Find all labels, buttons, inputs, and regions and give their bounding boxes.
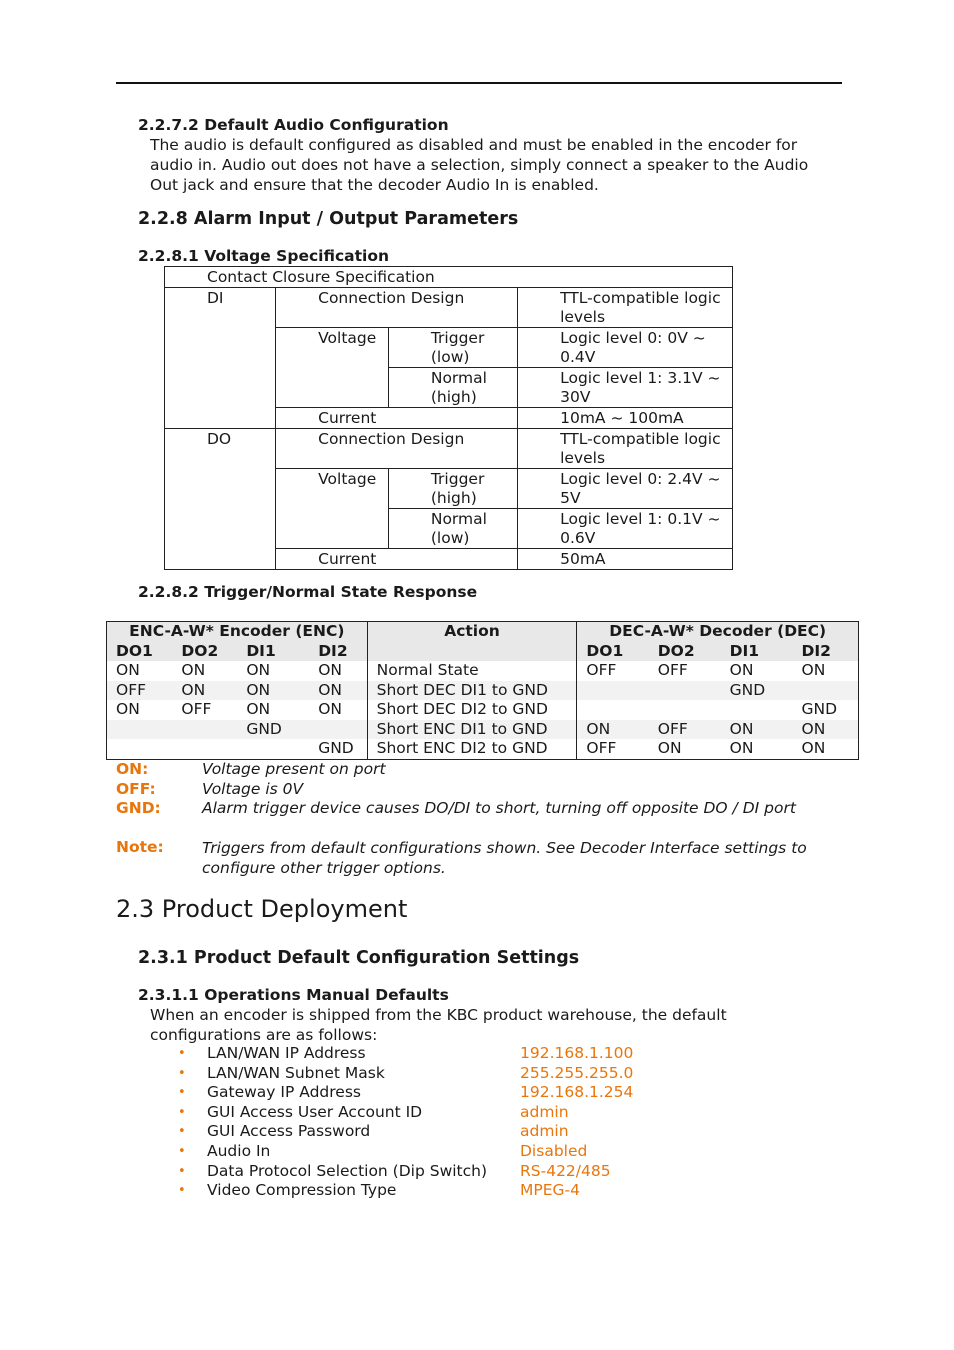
enc-col-header: DI2 — [309, 642, 367, 662]
default-setting-value: 192.168.1.254 — [520, 1083, 634, 1102]
trigger-state-table — [106, 621, 859, 760]
heading-2-3-1: 2.3.1 Product Default Configuration Settings — [138, 948, 580, 968]
table-row — [107, 661, 859, 681]
do-current-label: Current — [276, 549, 518, 570]
dec-cell — [649, 681, 721, 701]
enc-cell: ON — [246, 700, 271, 718]
note-key: Note: — [116, 838, 164, 856]
dec-cell: ON — [801, 661, 826, 679]
enc-col-header: DI1 — [237, 642, 309, 662]
do-conn-label: Connection Design — [276, 429, 518, 469]
do-normal-value: Logic level 1: 0.1V ~ 0.6V — [518, 509, 733, 549]
table-title: Contact Closure Specification — [165, 267, 733, 288]
action-cell: Short DEC DI1 to GND — [367, 681, 577, 701]
enc-cell — [107, 720, 173, 740]
heading-2-2-8: 2.2.8 Alarm Input / Output Parameters — [138, 209, 519, 229]
defaults-intro — [150, 1005, 727, 1045]
do-label: DO — [165, 429, 276, 570]
action-cell: Short ENC DI2 to GND — [367, 739, 577, 759]
bullet-icon: • — [178, 1065, 186, 1081]
dec-cell — [649, 700, 721, 720]
table-row — [107, 739, 859, 759]
di-voltage-label: Voltage — [276, 328, 389, 408]
enc-cell: ON — [172, 681, 237, 701]
default-setting-value: admin — [520, 1102, 569, 1121]
enc-cell: GND — [237, 720, 309, 740]
enc-cell: ON — [246, 661, 271, 679]
default-setting-label: Audio In — [207, 1142, 271, 1160]
legend-key-gnd: GND: — [116, 799, 161, 817]
action-header: Action — [367, 622, 577, 662]
enc-cell: GND — [318, 739, 354, 757]
bullet-icon: • — [178, 1104, 186, 1120]
heading-2-3: 2.3 Product Deployment — [116, 895, 408, 923]
do-trigger-label: Trigger (high) — [388, 469, 517, 509]
heading-2-2-7-2: 2.2.7.2 Default Audio Configuration — [138, 116, 449, 134]
dec-cell — [577, 681, 649, 701]
dec-cell: OFF — [649, 720, 721, 740]
paragraph-line: The audio is default configured as disabled and must be enabled in the encoder for — [150, 136, 798, 154]
note-line: Triggers from default configurations shown. See Decoder Interface settings to — [202, 839, 807, 857]
enc-cell: ON — [181, 661, 206, 679]
di-conn-value: TTL-compatible logic levels — [518, 288, 733, 328]
enc-cell — [172, 739, 237, 759]
default-setting-value: RS-422/485 — [520, 1161, 611, 1180]
enc-cell — [107, 739, 173, 759]
do-trigger-value: Logic level 0: 2.4V ~ 5V — [518, 469, 733, 509]
bullet-icon: • — [178, 1183, 186, 1199]
enc-cell: ON — [116, 661, 140, 679]
enc-cell — [172, 720, 237, 740]
action-cell: Short ENC DI1 to GND — [367, 720, 577, 740]
dec-cell: GND — [721, 681, 793, 701]
enc-cell: OFF — [107, 681, 173, 701]
enc-group-header: ENC-A-W* Encoder (ENC) — [107, 622, 368, 642]
paragraph-line: audio in. Audio out does not have a selection, simply connect a speaker to the Audio — [150, 156, 809, 174]
default-setting-label: LAN/WAN Subnet Mask — [207, 1063, 385, 1082]
dec-col-header: DI1 — [721, 642, 793, 662]
default-setting-label: GUI Access Password — [207, 1122, 371, 1141]
dec-cell: ON — [801, 739, 826, 757]
di-current-value: 10mA ~ 100mA — [518, 408, 733, 429]
dec-cell: ON — [577, 720, 649, 740]
action-cell: Short DEC DI2 to GND — [367, 700, 577, 720]
di-current-label: Current — [276, 408, 518, 429]
enc-cell: ON — [237, 681, 309, 701]
default-setting-value: 255.255.255.0 — [520, 1063, 634, 1082]
enc-col-header: DO2 — [172, 642, 237, 662]
di-normal-value: Logic level 1: 3.1V ~ 30V — [518, 368, 733, 408]
table-row — [107, 720, 859, 740]
paragraph-line: When an encoder is shipped from the KBC product warehouse, the default — [150, 1006, 727, 1024]
default-setting-label: Gateway IP Address — [207, 1083, 361, 1102]
do-voltage-label: Voltage — [276, 469, 389, 549]
voltage-spec-table — [164, 266, 733, 570]
dec-cell: OFF — [657, 661, 688, 679]
enc-cell: ON — [318, 700, 342, 718]
di-normal-label: Normal (high) — [388, 368, 517, 408]
dec-cell: ON — [657, 739, 682, 757]
dec-cell: ON — [729, 661, 754, 679]
dec-col-header: DI2 — [793, 642, 859, 662]
do-conn-value: TTL-compatible logic levels — [518, 429, 733, 469]
dec-group-header: DEC-A-W* Decoder (DEC) — [577, 622, 859, 642]
paragraph-line: configurations are as follows: — [150, 1026, 378, 1044]
default-setting-label: Video Compression Type — [207, 1181, 397, 1200]
bullet-icon: • — [178, 1046, 186, 1061]
header-rule — [116, 82, 842, 84]
legend-text-gnd: Alarm trigger device causes DO/DI to short, turning off opposite DO / DI port — [202, 799, 796, 817]
legend-text-on: Voltage present on port — [202, 760, 386, 778]
dec-cell — [577, 700, 649, 720]
default-setting-value: Disabled — [520, 1142, 588, 1160]
di-conn-label: Connection Design — [276, 288, 518, 328]
bullet-icon: • — [178, 1144, 186, 1159]
dec-cell — [793, 681, 859, 701]
di-label: DI — [165, 288, 276, 429]
dec-cell: OFF — [577, 661, 649, 681]
note-text — [202, 838, 807, 878]
legend-key-on: ON: — [116, 760, 149, 778]
audio-config-paragraph — [150, 135, 808, 195]
default-setting-label: GUI Access User Account ID — [207, 1102, 423, 1121]
bullet-icon: • — [178, 1163, 186, 1179]
enc-cell — [237, 739, 309, 759]
enc-col-header: DO1 — [107, 642, 173, 662]
dec-cell: ON — [729, 739, 754, 757]
di-trigger-value: Logic level 0: 0V ~ 0.4V — [518, 328, 733, 368]
dec-col-header: DO1 — [577, 642, 649, 662]
enc-cell: ON — [116, 700, 140, 718]
dec-cell: OFF — [577, 739, 649, 759]
bullet-icon: • — [178, 1124, 186, 1140]
legend-key-off: OFF: — [116, 780, 156, 798]
dec-cell: ON — [793, 720, 859, 740]
dec-col-header: DO2 — [649, 642, 721, 662]
di-trigger-label: Trigger (low) — [388, 328, 517, 368]
heading-2-3-1-1: 2.3.1.1 Operations Manual Defaults — [138, 986, 449, 1004]
do-normal-label: Normal (low) — [388, 509, 517, 549]
enc-cell: OFF — [181, 700, 212, 718]
enc-cell — [309, 720, 367, 740]
default-setting-label: LAN/WAN IP Address — [207, 1044, 366, 1062]
heading-2-2-8-1: 2.2.8.1 Voltage Specification — [138, 247, 389, 265]
default-setting-value: 192.168.1.100 — [520, 1044, 634, 1062]
bullet-icon: • — [178, 1085, 186, 1101]
action-cell: Normal State — [367, 661, 577, 681]
table-row — [107, 700, 859, 720]
default-setting-value: admin — [520, 1122, 569, 1141]
enc-cell: ON — [309, 681, 367, 701]
dec-cell: ON — [721, 720, 793, 740]
dec-cell — [721, 700, 793, 720]
paragraph-line: Out jack and ensure that the decoder Audio In is enabled. — [150, 176, 599, 194]
default-setting-value: MPEG-4 — [520, 1181, 580, 1200]
do-current-value: 50mA — [518, 549, 733, 570]
default-setting-label: Data Protocol Selection (Dip Switch) — [207, 1161, 488, 1180]
enc-cell: ON — [318, 661, 342, 679]
heading-2-2-8-2: 2.2.8.2 Trigger/Normal State Response — [138, 583, 478, 601]
legend-text-off: Voltage is 0V — [202, 780, 304, 798]
dec-cell: GND — [801, 700, 838, 718]
table-row — [107, 681, 859, 701]
note-line: configure other trigger options. — [202, 859, 446, 877]
